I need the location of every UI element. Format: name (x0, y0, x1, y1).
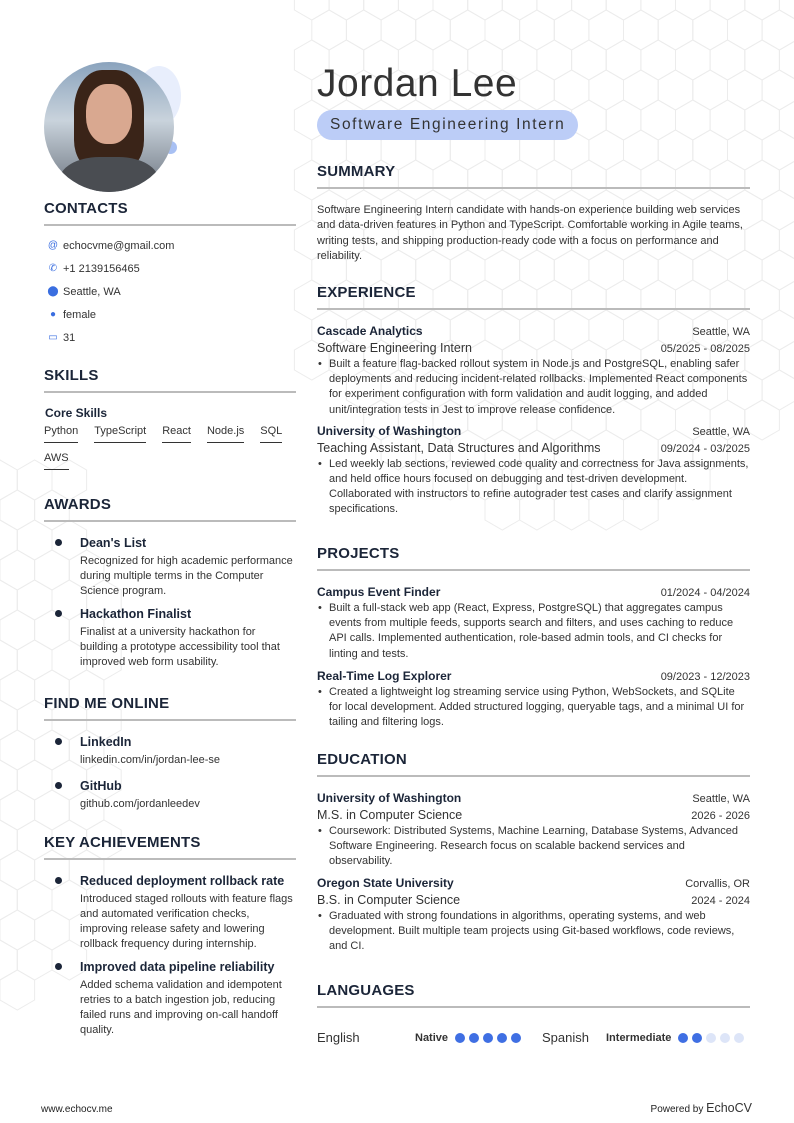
dates: 09/2024 - 03/2025 (660, 442, 750, 455)
profile-photo (44, 62, 174, 192)
skill-tag: SQL (260, 424, 282, 443)
bullet-point: • Built a full-stack web app (React, Express, PostgreSQL) that aggregates campus events from multiple feeds, supports search and filters, and uses caching to reduce API calls. Implemented authentication, role-based admin tools, and CI checks for linting and tests. (317, 601, 750, 662)
education-entry (317, 876, 750, 955)
calendar-icon: ▭ (48, 332, 58, 343)
skill-tag: TypeScript (94, 424, 146, 443)
item-title: Hackathon Finalist (80, 607, 192, 621)
item-description: Finalist at a university hackathon for building a prototype accessibility tool that improved web form usability. (80, 626, 280, 668)
education-section (317, 751, 750, 960)
footer-site[interactable]: www.echocv.me (41, 1104, 113, 1115)
bullet-point: • Created a lightweight log streaming service using Python, WebSockets, and SQLite for local development. Added structured logging, queryable tags, and a minimal UI for tailing and filtering logs. (317, 685, 750, 731)
experience-entry (317, 324, 750, 418)
location: Seattle, WA (692, 326, 750, 338)
candidate-name: Jordan Lee (317, 62, 518, 105)
section-heading: LANGUAGES (317, 982, 415, 999)
bullet-point: • Coursework: Distributed Systems, Machine Learning, Database Systems, Advanced Software Engineering. Research focus on scalable backend services and observability. (317, 824, 750, 870)
phone-icon: ✆ (48, 263, 58, 274)
achievements-section (44, 834, 296, 1045)
item-description: Recognized for high academic performance during multiple terms in the Computer Science program. (80, 555, 293, 597)
language-level: Intermediate (606, 1031, 672, 1044)
dates: 09/2023 - 12/2023 (660, 670, 750, 683)
item-title[interactable]: LinkedIn (80, 735, 132, 749)
bullet-dot (55, 610, 62, 617)
skill-tag: React (162, 424, 191, 443)
contact-item (44, 257, 296, 280)
list-item (44, 959, 296, 1038)
rating-dot (692, 1033, 702, 1043)
section-heading: EDUCATION (317, 751, 407, 768)
divider (44, 858, 296, 860)
dates: 01/2024 - 04/2024 (660, 587, 750, 599)
divider (317, 308, 750, 310)
location-pin-icon: ⬤ (47, 286, 59, 297)
profile-link[interactable]: linkedin.com/in/jordan-lee-se (80, 754, 221, 766)
divider (44, 224, 296, 226)
divider (317, 187, 750, 189)
rating-dot (455, 1033, 465, 1043)
skill-tag: AWS (44, 451, 69, 470)
contact-text[interactable]: +1 2139156465 (63, 262, 140, 275)
dates: 05/2025 - 08/2025 (660, 343, 750, 355)
rating-dot (720, 1033, 730, 1043)
dates: 2024 - 2024 (691, 894, 750, 907)
footer-powered (651, 1101, 752, 1115)
list-item (44, 778, 296, 812)
rating-dot (469, 1033, 479, 1043)
experience-entry (317, 424, 750, 518)
projects-section (317, 545, 750, 737)
powered-by-label: Powered by (650, 1104, 704, 1115)
language-rating (678, 1033, 744, 1043)
item-title: Dean's List (80, 536, 147, 550)
skill-tag: Python (44, 424, 78, 443)
contact-item (44, 303, 296, 326)
item-title: Improved data pipeline reliability (80, 960, 275, 974)
profile-link[interactable]: github.com/jordanleedev (80, 798, 200, 810)
project-entry (317, 585, 750, 662)
location: Corvallis, OR (685, 877, 750, 890)
divider (317, 1006, 750, 1008)
bullet-dot (55, 782, 62, 789)
section-heading: FIND ME ONLINE (44, 695, 170, 712)
brand-logo: EchoCV (706, 1101, 752, 1115)
experience-section (317, 284, 750, 524)
education-entry (317, 791, 750, 870)
bullet-dot (55, 738, 62, 745)
divider (317, 775, 750, 777)
language-name: English (317, 1030, 360, 1045)
item-description: Introduced staged rollouts with feature flags and automated verification checks, improving release safety and lowering rollback frequency during internship. (80, 893, 293, 950)
organization: University of Washington (317, 423, 462, 438)
language-rating (455, 1033, 521, 1043)
location: Seattle, WA (692, 793, 750, 805)
skills-section (44, 367, 296, 478)
role: Teaching Assistant, Data Structures and Algorithms (317, 440, 601, 455)
bullet-dot (55, 877, 62, 884)
role: Software Engineering Intern (317, 341, 472, 355)
section-heading: SUMMARY (317, 163, 396, 180)
contact-text: female (63, 308, 97, 321)
divider (44, 719, 296, 721)
institution: Oregon State University (317, 875, 454, 890)
contact-text: 31 (63, 331, 76, 344)
item-title: Reduced deployment rollback rate (80, 874, 285, 888)
language-item (317, 1030, 542, 1045)
section-heading: AWARDS (44, 496, 112, 513)
section-heading: EXPERIENCE (317, 284, 416, 301)
project-name: Campus Event Finder (317, 585, 441, 599)
item-title[interactable]: GitHub (80, 779, 122, 793)
list-item (44, 606, 296, 670)
language-item (542, 1030, 744, 1045)
dates: 2026 - 2026 (691, 810, 750, 822)
contact-text: Seattle, WA (63, 285, 121, 298)
rating-dot (678, 1033, 688, 1043)
summary-text: Software Engineering Intern candidate with hands-on experience building web services and data-driven features in Python and TypeScript. Comfortable working in Agile teams, writing tests, and shipping production-ready code with a focus on performance and reliability. (317, 204, 743, 262)
language-name: Spanish (542, 1030, 589, 1045)
bullet-point: • Led weekly lab sections, reviewed code quality and correctness for Java assignments, and held office hours focused on debugging and test-driven development. Collaborated with instructors to refine autograder test cases and clarify assignment specifications. (317, 457, 750, 518)
summary-section (317, 163, 750, 264)
bullet-dot (55, 539, 62, 546)
section-heading: CONTACTS (44, 200, 128, 217)
list-item (44, 535, 296, 599)
person-icon: ● (49, 309, 57, 320)
section-heading: KEY ACHIEVEMENTS (44, 834, 201, 851)
location: Seattle, WA (692, 425, 750, 438)
rating-dot (483, 1033, 493, 1043)
rating-dot (706, 1033, 716, 1043)
contact-item (44, 280, 296, 303)
rating-dot (497, 1033, 507, 1043)
awards-section (44, 496, 296, 677)
list-item (44, 873, 296, 952)
contact-item (44, 326, 296, 349)
skill-tag: Node.js (207, 424, 244, 443)
job-title-pill: Software Engineering Intern (317, 110, 578, 140)
project-entry (317, 669, 750, 731)
divider (44, 520, 296, 522)
contact-item (44, 234, 296, 257)
list-item (44, 734, 296, 768)
contacts-section (44, 200, 296, 349)
section-heading: SKILLS (44, 367, 99, 384)
divider (44, 391, 296, 393)
rating-dot (511, 1033, 521, 1043)
degree: B.S. in Computer Science (317, 892, 461, 907)
organization: Cascade Analytics (317, 324, 423, 338)
contact-text[interactable]: echocvme@gmail.com (63, 239, 175, 252)
online-section (44, 695, 296, 822)
skills-group-label: Core Skills (45, 406, 108, 420)
divider (317, 569, 750, 571)
language-level: Native (415, 1031, 449, 1044)
at-icon: @ (47, 240, 59, 251)
project-name: Real-Time Log Explorer (317, 668, 452, 683)
institution: University of Washington (317, 791, 462, 805)
degree: M.S. in Computer Science (317, 808, 463, 822)
languages-section (317, 982, 750, 1045)
bullet-point: • Built a feature flag-backed rollout system in Node.js and PostgreSQL, enabling safer deployments and reducing incident-related rollbacks. Implemented React components for experiment configuration with form validation and audit logging, and added unit/integration tests in Jest to improve release confidence. (317, 357, 750, 418)
bullet-point: • Graduated with strong foundations in algorithms, operating systems, and web development. Built multiple team projects using Git-based workflows, code reviews, and CI. (317, 909, 750, 955)
item-description: Added schema validation and idempotent retries to a batch ingestion job, reducing failed runs and improving on-call handoff quality. (80, 979, 282, 1036)
bullet-dot (55, 963, 62, 970)
section-heading: PROJECTS (317, 545, 400, 562)
rating-dot (734, 1033, 744, 1043)
